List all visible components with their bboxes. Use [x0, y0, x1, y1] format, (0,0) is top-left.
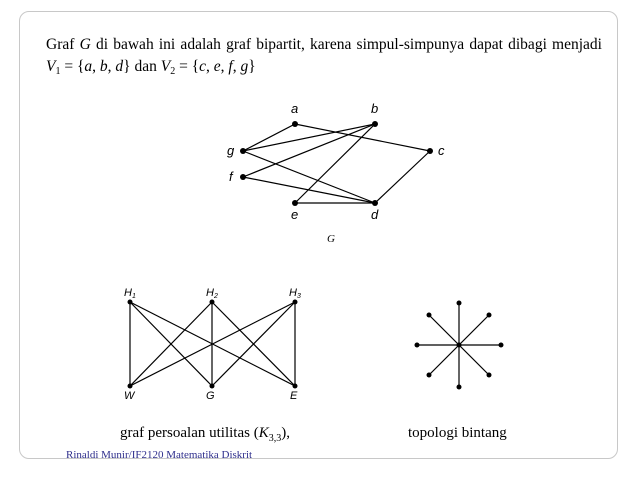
label-e-util: E [290, 390, 298, 402]
node-h2 [210, 300, 215, 305]
star-node [457, 385, 462, 390]
star-node [487, 313, 492, 318]
node-d [372, 200, 378, 206]
intro-paragraph: Graf G di bawah ini adalah graf bipartit, karena simpul-simpunya dapat dibagi menjadi $V_1 = \{a$, b, d} dan $V_2 = \{c$, e, f, g} [46, 36, 602, 77]
label-gutil: G [206, 390, 215, 402]
node-h1 [128, 300, 133, 305]
utility-caption: graf persoalan utilitas $(K_{3,3})$, [120, 425, 290, 444]
node-f [240, 174, 246, 180]
label-h2: H2 [206, 287, 218, 300]
edge-d-g [243, 151, 375, 203]
node-a [292, 121, 298, 127]
node-c [427, 148, 433, 154]
edge-d-c [375, 151, 430, 203]
edge-a-g [243, 124, 295, 151]
label-c: c [438, 143, 445, 158]
edge-a-c [295, 124, 430, 151]
bipartite-graph-g [243, 124, 430, 203]
edge-b-e [295, 124, 375, 203]
node-b [372, 121, 378, 127]
node-w [128, 384, 133, 389]
star-node [427, 373, 432, 378]
edge-b-g [243, 124, 375, 151]
label-b: b [371, 101, 379, 116]
label-w: W [124, 390, 135, 402]
star-node [487, 373, 492, 378]
utility-graph-k33 [130, 302, 295, 386]
footer-credit: Rinaldi Munir/IF2120 Matematika Diskrit [66, 449, 253, 461]
node-e [292, 200, 298, 206]
star-caption: topologi bintang [408, 425, 507, 441]
star-node [415, 343, 420, 348]
label-a: a [291, 101, 299, 116]
graph-caption-g: G [327, 233, 335, 245]
star-center [457, 343, 462, 348]
node-g [240, 148, 246, 154]
label-d: d [371, 207, 379, 222]
star-node [427, 313, 432, 318]
label-e: e [291, 207, 299, 222]
edge-b-f [243, 124, 375, 177]
star-node [457, 301, 462, 306]
star-node [499, 343, 504, 348]
label-h3: H3 [289, 287, 301, 300]
node-h3 [293, 300, 298, 305]
node-gutil [210, 384, 215, 389]
label-f: f [229, 169, 233, 184]
label-g: g [227, 143, 235, 158]
node-e-util [293, 384, 298, 389]
edge-d-f [243, 177, 375, 203]
label-h1: H1 [124, 287, 136, 300]
